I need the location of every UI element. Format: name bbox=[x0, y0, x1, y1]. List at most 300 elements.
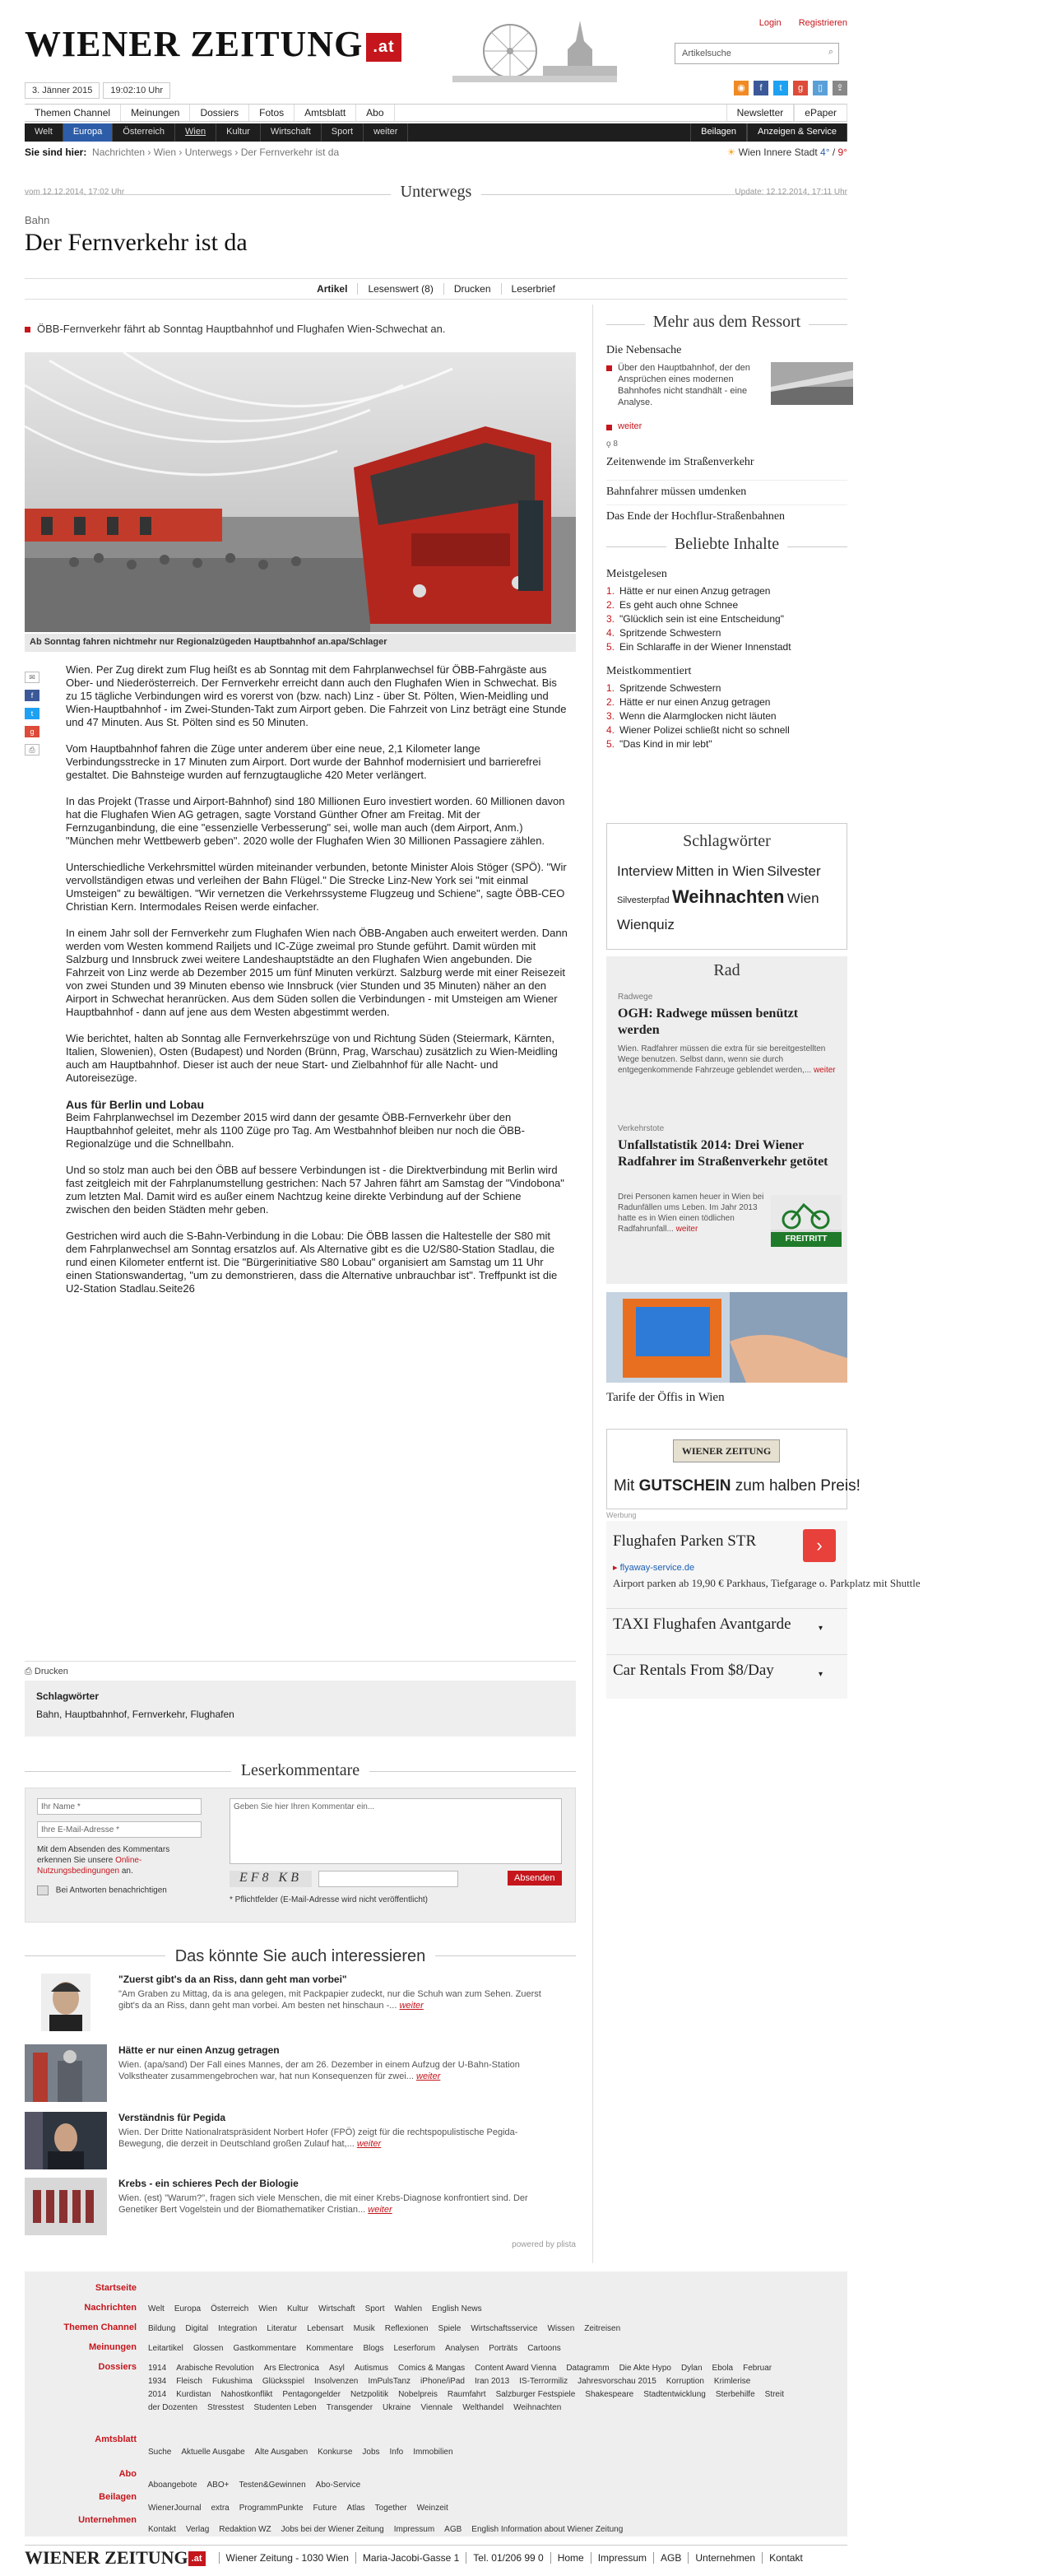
footer-heading[interactable]: Abo bbox=[118, 2469, 137, 2479]
footer-link[interactable]: IS-Terrormiliz bbox=[519, 2377, 568, 2386]
footer-link[interactable]: Streit der Dozenten bbox=[148, 2390, 784, 2412]
related-headline[interactable]: Krebs - ein schieres Pech der Biologie bbox=[118, 2178, 299, 2189]
rad-desc: Drei Personen kamen heuer in Wien bei Radunfällen ums Leben. Im Jahr 2013 hatte es in Wien einen tödlichen Radfahrunfall... weiter bbox=[618, 1193, 764, 1234]
bottom-link[interactable]: Home bbox=[550, 2552, 591, 2564]
footer-links bbox=[148, 2492, 847, 2515]
footer-link[interactable]: Sterbehilfe bbox=[715, 2390, 755, 2399]
facebook-icon[interactable]: f bbox=[25, 690, 39, 701]
footer-link[interactable]: Netzpolitik bbox=[350, 2390, 389, 2399]
footer-heading[interactable]: Dossiers bbox=[98, 2362, 137, 2372]
list-item[interactable]: 1. Hätte er nur einen Anzug getragen bbox=[606, 585, 771, 597]
section-link[interactable]: Das Ende der Hochflur-Straßenbahnen bbox=[606, 510, 786, 523]
footer-link[interactable]: Iran 2013 bbox=[474, 2377, 510, 2386]
list-item[interactable]: 3. "Glücklich sein ist eine Entscheidung" bbox=[606, 613, 784, 625]
required-note: * Pflichtfelder (E-Mail-Adresse wird nicht veröffentlicht) bbox=[230, 1895, 429, 1904]
rad-title: Rad bbox=[713, 961, 740, 979]
ad-arrow-button[interactable]: › bbox=[803, 1529, 836, 1562]
ad-desc: Airport parken ab 19,90 € Parkhaus, Tiefgarage o. Parkplatz mit Shuttle bbox=[613, 1577, 921, 1589]
footer-link[interactable]: Sport bbox=[364, 2304, 385, 2313]
tags-label: Schlagwörter bbox=[36, 1690, 100, 1702]
nav-europa[interactable]: Europa bbox=[63, 123, 113, 142]
footer-row bbox=[25, 2492, 847, 2515]
bullet-marker bbox=[606, 425, 612, 430]
footer-link[interactable]: Bildung bbox=[148, 2324, 176, 2333]
footer-link[interactable]: Weihnachten bbox=[513, 2403, 562, 2412]
terms-link[interactable]: Online-Nutzungsbedingungen bbox=[37, 1856, 142, 1876]
rad-box bbox=[606, 956, 847, 1284]
section-links bbox=[606, 456, 847, 530]
nav-beilagen[interactable]: Beilagen bbox=[690, 123, 747, 142]
footer-links bbox=[148, 2323, 847, 2336]
footer-link[interactable]: Future bbox=[313, 2504, 337, 2513]
footer-link[interactable]: Wirtschaft bbox=[318, 2304, 355, 2313]
footer-link[interactable]: Ars Electronica bbox=[263, 2364, 319, 2373]
footer-link[interactable]: Korruption bbox=[666, 2377, 704, 2386]
footer-link[interactable]: English Information about Wiener Zeitung bbox=[471, 2525, 624, 2534]
nav-wien[interactable]: Wien bbox=[175, 123, 216, 142]
rad-badge: FREITRITT bbox=[771, 1232, 842, 1247]
footer-link[interactable]: Insolvenzen bbox=[313, 2377, 359, 2386]
ad-url[interactable]: ▸ flyaway-service.de bbox=[613, 1563, 695, 1573]
nav-sport[interactable]: Sport bbox=[322, 123, 364, 142]
paragraph: Vom Hauptbahnhof fahren die Züge unter anderem über eine neue, 2,1 Kilometer lange Verbindungsstrecke in 17 Minuten zum Airport. Dort wurde der Bahnhof modernisiert und barrierefrei gestaltet. Die Bahnsteige wurden auf fernzugtaugliche 420 Meter verlängert. bbox=[66, 742, 541, 781]
footer-link[interactable]: Wahlen bbox=[394, 2304, 423, 2313]
print-icon: ⎙ bbox=[25, 1667, 32, 1676]
footer-link[interactable]: Wissen bbox=[547, 2324, 575, 2333]
nav-wirtschaft[interactable]: Wirtschaft bbox=[261, 123, 322, 142]
related-more-link[interactable]: weiter bbox=[356, 2139, 382, 2149]
footer-link[interactable]: Dylan bbox=[680, 2364, 703, 2373]
rad-kicker: Verkehrstote bbox=[618, 1124, 665, 1133]
footer-link[interactable]: Arabische Revolution bbox=[176, 2364, 254, 2373]
comment-form bbox=[25, 1788, 576, 1923]
social-icons bbox=[734, 81, 847, 95]
ad-item[interactable]: TAXI Flughafen Avantgarde ▾ bbox=[606, 1608, 847, 1653]
more-from-section-title: Mehr aus dem Ressort bbox=[606, 313, 847, 332]
print-icon[interactable]: ⎙ bbox=[25, 744, 39, 756]
date-time-bar bbox=[25, 82, 174, 99]
article-kicker: Bahn bbox=[25, 214, 50, 226]
plista-credit[interactable]: powered by plista bbox=[512, 2240, 576, 2249]
account-links bbox=[745, 18, 847, 28]
footer-link[interactable]: Comics & Mangas bbox=[398, 2364, 466, 2373]
bottom-link[interactable]: Impressum bbox=[591, 2552, 653, 2564]
list-item[interactable]: 4. Spritzende Schwestern bbox=[606, 627, 721, 639]
paragraph: Und so stolz man auch bei den ÖBB auf bessere Verbindungen ist - die Direktverbindung mit Berlin wird fast zeitgleich mit der Fahrplanumstellung gestrichen: Nach 57 Jahren fährt am Samstag der "Vindobona" zum letzten Mal. Damit wird es außer einem Nachtzug keine direkte Verbindung auf der Schiene zwischen den beiden Städten mehr geben. bbox=[66, 1164, 564, 1216]
search-input[interactable]: Artikelsuche ⌕ bbox=[675, 43, 839, 64]
footer-link[interactable]: Autismus bbox=[354, 2364, 389, 2373]
tag-link[interactable]: Mitten in Wien bbox=[675, 863, 765, 879]
footer-link[interactable]: Nahostkonflikt bbox=[220, 2390, 273, 2399]
search-icon[interactable]: ⌕ bbox=[828, 47, 833, 57]
tag-cloud-box bbox=[606, 823, 847, 950]
nav-abo[interactable]: Abo bbox=[356, 105, 394, 121]
weather-sun-icon: ☀ bbox=[726, 146, 736, 158]
rad-headline[interactable]: OGH: Radwege müssen benützt werden bbox=[618, 1007, 799, 1037]
googleplus-icon[interactable]: g bbox=[25, 726, 39, 737]
footer-links bbox=[148, 2342, 847, 2355]
footer bbox=[25, 2271, 847, 2536]
footer-link[interactable]: Immobilien bbox=[413, 2448, 453, 2457]
rad-desc: Wien. Radfahrer müssen die extra für sie bereitgestellten Wege benutzen. Selbst dann, wenn sie durch entgegenkommende Fahrzeuge geblendet werden,... weiter bbox=[618, 1044, 836, 1075]
rss-icon[interactable]: ◉ bbox=[734, 81, 749, 95]
footer-link[interactable]: AGB bbox=[444, 2525, 462, 2534]
checkbox-icon[interactable] bbox=[37, 1886, 49, 1895]
share-icon[interactable]: ⇪ bbox=[833, 81, 847, 95]
ad-item[interactable]: Car Rentals From $8/Day ▾ bbox=[606, 1654, 847, 1699]
section-link[interactable]: Bahnfahrer müssen umdenken bbox=[606, 481, 847, 505]
footer-link[interactable]: Pentagongelder bbox=[282, 2390, 341, 2399]
most-read-label: Meistgelesen bbox=[606, 568, 667, 580]
breadcrumb-path[interactable]: Nachrichten › Wien › Unterwegs › Der Fernverkehr ist da bbox=[92, 146, 340, 158]
related-item[interactable] bbox=[25, 1974, 576, 2033]
related-thumbnail bbox=[25, 2044, 107, 2102]
related-thumbnail bbox=[25, 2178, 107, 2235]
footer-links bbox=[148, 2362, 790, 2415]
related-more-link[interactable]: weiter bbox=[416, 2071, 441, 2081]
footer-link[interactable]: Lebensart bbox=[307, 2324, 344, 2333]
footer-link[interactable]: Fukushima bbox=[211, 2377, 253, 2386]
list-item[interactable]: 2. Es geht auch ohne Schnee bbox=[606, 599, 739, 611]
tags-list[interactable]: Bahn, Hauptbahnhof, Fernverkehr, Flughafen bbox=[36, 1709, 234, 1720]
footer-row bbox=[25, 2323, 847, 2336]
article-tags bbox=[25, 1681, 576, 1737]
related-item[interactable] bbox=[25, 2112, 576, 2171]
list-item[interactable]: 3. Wenn die Alarmglocken nicht läuten bbox=[606, 710, 777, 722]
footer-row bbox=[25, 2434, 847, 2459]
footer-link[interactable]: Ukraine bbox=[383, 2403, 411, 2412]
footer-link[interactable]: Digital bbox=[185, 2324, 209, 2333]
mobile-icon[interactable]: ▯ bbox=[813, 81, 828, 95]
footer-link[interactable]: Literatur bbox=[267, 2324, 298, 2333]
footer-link[interactable]: Kontakt bbox=[148, 2525, 176, 2534]
footer-row bbox=[25, 2283, 847, 2293]
footer-link[interactable]: Verlag bbox=[185, 2525, 210, 2534]
rad-thumbnail[interactable] bbox=[771, 1195, 842, 1244]
footer-row bbox=[25, 2342, 847, 2355]
footer-link[interactable]: Asyl bbox=[329, 2364, 345, 2373]
paragraph: Wie berichtet, halten ab Sonntag alle Fernverkehrszüge von und Richtung Süden (Steiermark, Kärnten, Italien, Slowenien), Osten (Budapest) und Norden (Brünn, Prag, Warschau) zusätzlich zu Wien-Meidling auch am Hauptbahnhof. Dieser ist auch der neue Start- und Zielbahnhof für alle Nacht- und Autoreisezüge. bbox=[66, 1032, 558, 1084]
right-column-separator bbox=[592, 305, 593, 2263]
article-update: Update: 12.12.2014, 17:11 Uhr bbox=[735, 188, 847, 197]
logo-suffix: .at bbox=[188, 2551, 206, 2566]
list-item[interactable]: 5. Ein Schlaraffe in der Wiener Innenstadt bbox=[606, 641, 791, 653]
footer-link[interactable]: Konkurse bbox=[318, 2448, 353, 2457]
weather-city: Wien Innere Stadt bbox=[738, 146, 818, 158]
comments-title: Leserkommentare bbox=[25, 1761, 576, 1780]
bottom-item: Tel. 01/206 99 0 bbox=[466, 2552, 550, 2564]
footer-link[interactable]: Glossen bbox=[193, 2344, 224, 2353]
feature-title[interactable]: Die Nebensache bbox=[606, 344, 682, 356]
tab-artikel[interactable]: Artikel bbox=[307, 283, 358, 295]
related-headline[interactable]: Verständnis für Pegida bbox=[118, 2112, 226, 2123]
footer-link[interactable]: extra bbox=[211, 2504, 230, 2513]
weather-widget[interactable]: ☀ Wien Innere Stadt 4° / 9° bbox=[726, 146, 847, 158]
footer-link[interactable]: Österreich bbox=[211, 2304, 249, 2313]
nav-amtsblatt[interactable]: Amtsblatt bbox=[295, 105, 356, 121]
footer-link[interactable]: Gastkommentare bbox=[233, 2344, 297, 2353]
feature-thumbnail[interactable] bbox=[771, 362, 853, 405]
nav-epaper[interactable]: ePaper bbox=[794, 105, 847, 121]
rad-kicker: Radwege bbox=[618, 993, 653, 1002]
footer-heading[interactable]: Nachrichten bbox=[84, 2303, 137, 2313]
footer-link[interactable]: Europa bbox=[174, 2304, 202, 2313]
footer-link[interactable]: Spiele bbox=[438, 2324, 462, 2333]
breadcrumb bbox=[25, 146, 847, 165]
nav-fotos[interactable]: Fotos bbox=[249, 105, 295, 121]
footer-row bbox=[25, 2515, 847, 2536]
paragraph: Gestrichen wird auch die S-Bahn-Verbindung in die Lobau: Die ÖBB lassen die Haltestelle der S80 mit dem Fahrplanwechsel am Sonntag ersatzlos auf. Als Alternative gibt es die U2/S80-Station Stadlau, die rund einen Kilometer entfernt ist. Die "Bürgerinitiative S80 Lobau" organisiert am Samstag um 11 Uhr einen Stationswandertag, "um zu demonstrieren, dass die Alternative unbrauchbar ist". Treffpunkt ist die U2-Station Stadlau.Seite26 bbox=[66, 1230, 558, 1295]
related-headline[interactable]: Hätte er nur einen Anzug getragen bbox=[118, 2044, 280, 2056]
bottom-link[interactable]: AGB bbox=[653, 2552, 688, 2564]
nav-newsletter[interactable]: Newsletter bbox=[726, 105, 795, 121]
footer-link[interactable]: Glücksspiel bbox=[262, 2377, 304, 2386]
list-item[interactable]: 1. Spritzende Schwestern bbox=[606, 682, 721, 694]
footer-link[interactable]: Stresstest bbox=[207, 2403, 244, 2412]
tab-leserbrief[interactable]: Leserbrief bbox=[511, 283, 555, 295]
footer-link[interactable]: Studenten Leben bbox=[253, 2403, 317, 2412]
promo-logo: WIENER ZEITUNG bbox=[673, 1439, 780, 1462]
related-item[interactable] bbox=[25, 2178, 576, 2237]
feature-desc: Über den Hauptbahnhof, der den Ansprüchen eines modernen Bahnhofes nicht standhält - eine Analyse. bbox=[606, 362, 763, 408]
footer-link[interactable]: Raumfahrt bbox=[447, 2390, 486, 2399]
email-field[interactable]: Ihre E-Mail-Adresse * bbox=[37, 1821, 202, 1838]
footer-link[interactable]: Redaktion WZ bbox=[219, 2525, 271, 2534]
tag-link[interactable]: Wien bbox=[786, 890, 819, 906]
footer-link[interactable]: ProgrammPunkte bbox=[239, 2504, 304, 2513]
list-item[interactable]: 4. Wiener Polizei schließt nicht so schnell bbox=[606, 724, 790, 736]
footer-heading[interactable]: Unternehmen bbox=[78, 2515, 137, 2525]
section-link[interactable]: Zeitenwende im Straßenverkehr bbox=[606, 456, 847, 481]
footer-link[interactable]: Stadtentwicklung bbox=[643, 2390, 706, 2399]
footer-link[interactable]: 1914 bbox=[148, 2364, 167, 2373]
footer-link[interactable]: Musik bbox=[353, 2324, 375, 2333]
footer-link[interactable]: Together bbox=[374, 2504, 407, 2513]
footer-link[interactable]: Wirtschaftsservice bbox=[471, 2324, 538, 2333]
paragraph: In einem Jahr soll der Fernverkehr zum Flughafen Wien nach ÖBB-Angaben auch erweitert werden. Dann werden vom Westen kommend Railjets und IC-Züge zweimal pro Stunde geführt. Damit würden mit Salzburg und Innsbruck zwei weitere Landeshauptstädte an den Flughafen Wien angebunden. Die Fahrzeit von Linz werde ab Dezember 2015 um fünf Minuten verkürzt. Salzburg werde mit einer Reisezeit von zwei Stunden und 39 Minuten ebenso wie Innsbruck (vier Stunden und 35 Minuten) näher an den Airport in Schwechat heranrücken. Aus dem Süden sollen die Verbindungen - mit Umsteigen am Wiener Hauptbahnhof - dann auf jene aus dem Westen abgestimmt werden. bbox=[66, 927, 568, 1018]
footer-link[interactable]: Krimlerise 2014 bbox=[148, 2377, 751, 2399]
footer-link[interactable]: ImPulsTanz bbox=[368, 2377, 411, 2386]
most-read-list bbox=[606, 584, 847, 654]
bullet-marker bbox=[25, 327, 30, 332]
footer-link[interactable]: Transgender bbox=[326, 2403, 373, 2412]
logo-suffix: .at bbox=[366, 33, 401, 62]
rad-more-link[interactable]: weiter bbox=[813, 1066, 836, 1075]
footer-link[interactable]: Info bbox=[389, 2448, 404, 2457]
footer-link[interactable]: Analysen bbox=[445, 2344, 480, 2353]
related-desc: Wien. Der Dritte Nationalratspräsident Norbert Hofer (FPÖ) zeigt für die rechtspopulistische Pegida-Bewegung, die derzeit in Deutschland großen Zulauf hat,... weiter bbox=[118, 2127, 518, 2149]
login-link[interactable]: Login bbox=[758, 18, 782, 28]
paragraph: Unterschiedliche Verkehrsmittel würden miteinander verbunden, betonte Minister Alois Stöger (SPÖ). "Wir vervollständigen etwas und verleihen der Bahn Flügel." Die Strecke Linz-New York sei "mit einmal Umsteigen" zu bewältigen. "Wir vernetzen die Verkehrssysteme Flugzeug und Schiene", sagte ÖBB-CEO Christian Kern. Intermodales Reisen werde einfacher. bbox=[66, 861, 567, 913]
footer-link[interactable]: Jahresvorschau 2015 bbox=[578, 2377, 656, 2386]
footer-links bbox=[148, 2434, 847, 2459]
nav-dossiers[interactable]: Dossiers bbox=[190, 105, 249, 121]
comment-textarea[interactable]: Geben Sie hier Ihren Kommentar ein... bbox=[230, 1798, 562, 1864]
article-date: vom 12.12.2014, 17:02 Uhr bbox=[25, 188, 125, 197]
paragraph: Wien. Per Zug direkt zum Flug heißt es ab Sonntag mit dem Fahrplanwechsel für ÖBB-Fahrgäste aus Ober- und Niederösterreich. Der Fernverkehr erreicht dann auch den Flughafen Wien in Schwechat. Bis zu 15 tägliche Verbindungen wird es vorerst von (bzw. nach) Linz - über St. Pölten, Wien-Meidling und Wien-Hauptbahnhof - im Zwei-Stunden-Takt zum Airport geben. Die Fahrzeit von Linz beträgt eine Stunde und 47 Minuten. Aus St. Pölten sind es 50 Minuten. bbox=[66, 663, 567, 728]
footer-link[interactable]: Nobelpreis bbox=[398, 2390, 438, 2399]
twitter-icon[interactable]: t bbox=[773, 81, 788, 95]
subheading: Aus für Berlin und Lobau bbox=[66, 1098, 204, 1111]
tag-link[interactable]: Silvester bbox=[767, 863, 821, 879]
footer-link[interactable]: Ebola bbox=[712, 2364, 734, 2373]
mail-icon[interactable]: ✉ bbox=[25, 672, 39, 683]
bottom-bar bbox=[25, 2545, 847, 2569]
footer-row bbox=[25, 2362, 847, 2415]
tag-cloud-title: Schlagwörter bbox=[683, 832, 771, 850]
footer-link[interactable]: Welthandel bbox=[462, 2403, 504, 2412]
footer-link[interactable]: Fleisch bbox=[176, 2377, 202, 2386]
current-time: 19:02:10 Uhr bbox=[103, 82, 170, 99]
footer-heading[interactable]: Startseite bbox=[95, 2283, 137, 2293]
list-item[interactable]: 5. "Das Kind in mir lebt" bbox=[606, 738, 712, 750]
captcha-image: EF8 KB bbox=[230, 1871, 312, 1887]
submit-button[interactable]: Absenden bbox=[508, 1871, 562, 1886]
footer-link[interactable]: Suche bbox=[148, 2448, 172, 2457]
footer-link[interactable]: Zeitreisen bbox=[584, 2324, 621, 2333]
ticket-title[interactable]: Tarife der Öffis in Wien bbox=[606, 1391, 725, 1404]
footer-heading[interactable]: Themen Channel bbox=[63, 2323, 137, 2332]
notify-checkbox[interactable]: Bei Antworten benachrichtigen bbox=[37, 1886, 167, 1895]
footer-link[interactable]: Viennale bbox=[420, 2403, 453, 2412]
footer-link[interactable]: Abo-Service bbox=[315, 2481, 361, 2490]
bottom-item: Wiener Zeitung - 1030 Wien bbox=[219, 2552, 355, 2564]
footer-link[interactable]: Impressum bbox=[393, 2525, 435, 2534]
related-desc: "Am Graben zu Mittag, da is ana gelegen, mit Packpapier zudeckt, nur die Schuh wan zum Sehen. Zuerst gibt's da an Riss, dann geht man vorbei. Am besten net hinschaun -... weiter bbox=[118, 1989, 541, 2011]
footer-link[interactable]: Alte Ausgaben bbox=[254, 2448, 308, 2457]
footer-link[interactable]: Kultur bbox=[287, 2304, 309, 2313]
footer-link[interactable]: Jobs bbox=[362, 2448, 380, 2457]
tag-link[interactable]: Interview bbox=[617, 863, 674, 879]
footer-link[interactable]: Leitartikel bbox=[148, 2344, 183, 2353]
footer-link[interactable]: Content Award Vienna bbox=[475, 2364, 557, 2373]
footer-heading[interactable]: Amtsblatt bbox=[95, 2434, 137, 2444]
footer-row bbox=[25, 2303, 847, 2316]
rad-more-link[interactable]: weiter bbox=[675, 1225, 698, 1234]
footer-link[interactable]: Wien bbox=[258, 2304, 277, 2313]
name-field[interactable]: Ihr Name * bbox=[37, 1798, 202, 1815]
ferris-wheel-illustration bbox=[452, 16, 617, 82]
footer-link[interactable]: WienerJournal bbox=[148, 2504, 202, 2513]
tag-link[interactable]: Silvesterpfad bbox=[617, 895, 670, 905]
most-commented-list bbox=[606, 681, 847, 751]
footer-heading[interactable]: Meinungen bbox=[88, 2342, 137, 2352]
article-lead: ÖBB-Fernverkehr fährt ab Sonntag Hauptbahnhof und Flughafen Wien-Schwechat an. bbox=[25, 323, 576, 335]
nav-welt[interactable]: Welt bbox=[25, 123, 63, 142]
tab-drucken[interactable]: Drucken bbox=[444, 283, 502, 295]
nav-weiter[interactable]: weiter bbox=[364, 123, 408, 142]
footer-link[interactable]: Februar 1934 bbox=[148, 2364, 772, 2386]
footer-link[interactable]: Aktuelle Ausgabe bbox=[181, 2448, 245, 2457]
article-tabs bbox=[25, 278, 847, 300]
footer-logo[interactable]: WIENER ZEITUNG .at bbox=[25, 2547, 206, 2569]
facebook-icon[interactable]: f bbox=[754, 81, 768, 95]
related-more-link[interactable]: weiter bbox=[399, 2001, 424, 2011]
footer-link[interactable]: Cartoons bbox=[527, 2344, 561, 2353]
feature-more-link[interactable]: weiter bbox=[606, 421, 642, 431]
footer-link[interactable]: Salzburger Festspiele bbox=[495, 2390, 576, 2399]
footer-link[interactable]: Porträts bbox=[489, 2344, 518, 2353]
related-item[interactable] bbox=[25, 2044, 576, 2104]
photo-caption: Ab Sonntag fahren nichtmehr nur Regionalzügeden Hauptbahnhof an.apa/Schlager bbox=[25, 634, 576, 652]
bottom-link[interactable]: Kontakt bbox=[762, 2552, 809, 2564]
footer-link[interactable]: Blogs bbox=[363, 2344, 384, 2353]
feature-count: ǫ 8 bbox=[606, 439, 618, 449]
section-navigation bbox=[25, 123, 847, 142]
related-more-link[interactable]: weiter bbox=[368, 2205, 392, 2215]
footer-link[interactable]: Kurdistan bbox=[176, 2390, 211, 2399]
section-title: Unterwegs bbox=[25, 183, 847, 202]
footer-link[interactable]: English News bbox=[432, 2304, 482, 2313]
footer-link[interactable]: Testen&Gewinnen bbox=[239, 2481, 306, 2490]
tab-lesenswert[interactable]: Lesenswert (8) bbox=[358, 283, 443, 295]
most-commented-label: Meistkommentiert bbox=[606, 665, 692, 677]
related-desc: Wien. (apa/sand) Der Fall eines Mannes, der am 26. Dezember in einem Aufzug der U-Bahn-Station Volkstheater zusammengebrochen war, hat nun Konsequenzen für zwei... weiter bbox=[118, 2060, 520, 2081]
footer-link[interactable]: ABO+ bbox=[206, 2481, 230, 2490]
footer-heading[interactable]: Beilagen bbox=[99, 2492, 137, 2502]
footer-link[interactable]: Jobs bei der Wiener Zeitung bbox=[281, 2525, 384, 2534]
promo-banner[interactable] bbox=[606, 1429, 860, 1509]
nav-anzeigen-service[interactable]: Anzeigen & Service bbox=[747, 123, 847, 142]
ad-title[interactable]: Flughafen Parken STR bbox=[613, 1532, 757, 1550]
paragraph: In das Projekt (Trasse und Airport-Bahnhof) sind 180 Millionen Euro investiert worden. 60 Millionen davon hat die Flughafen Wien AG getragen, sagte Vorstand Günther Ofner am Freitag. Mit der Fernzuganbindung, die eine "essenzielle Verbesserung" sei, wolle man auch (dem Airport, Anm.) "München mehr Wettbewerb geben". 2020 wolle der Flughafen Wien 30 Millionen Passagiere zählen. bbox=[66, 795, 565, 847]
footer-link[interactable]: iPhone/iPad bbox=[420, 2377, 465, 2386]
footer-row bbox=[25, 2469, 847, 2492]
footer-link[interactable]: Shakespeare bbox=[585, 2390, 634, 2399]
rad-headline[interactable]: Unfallstatistik 2014: Drei Wiener Radfahrer im Straßenverkehr getötet bbox=[618, 1138, 828, 1169]
nav-oesterreich[interactable]: Österreich bbox=[113, 123, 175, 142]
footer-link[interactable]: Reflexionen bbox=[384, 2324, 429, 2333]
nav-meinungen[interactable]: Meinungen bbox=[121, 105, 190, 121]
tag-link[interactable]: Wienquiz bbox=[617, 917, 675, 932]
captcha-input[interactable] bbox=[318, 1871, 458, 1887]
footer-link[interactable]: Leserforum bbox=[393, 2344, 436, 2353]
twitter-icon[interactable]: t bbox=[25, 708, 39, 719]
footer-link[interactable]: Aboangebote bbox=[148, 2481, 197, 2490]
related-title: Das könnte Sie auch interessieren bbox=[25, 1947, 576, 1966]
ad-favicon-icon: ▸ bbox=[613, 1563, 618, 1573]
popular-title: Beliebte Inhalte bbox=[606, 535, 847, 554]
footer-link[interactable]: Datagramm bbox=[566, 2364, 610, 2373]
tag-link[interactable]: Weihnachten bbox=[671, 886, 785, 907]
footer-link[interactable]: Die Akte Hypo bbox=[619, 2364, 671, 2373]
footer-links bbox=[148, 2303, 847, 2316]
bottom-link[interactable]: Unternehmen bbox=[688, 2552, 762, 2564]
chevron-down-icon: ▾ bbox=[818, 1624, 823, 1633]
nav-kultur[interactable]: Kultur bbox=[216, 123, 261, 142]
site-logo[interactable]: WIENER ZEITUNG .at bbox=[25, 23, 401, 65]
footer-link[interactable]: Kommentare bbox=[306, 2344, 354, 2353]
breadcrumb-label: Sie sind hier: bbox=[25, 146, 87, 158]
list-item[interactable]: 2. Hätte er nur einen Anzug getragen bbox=[606, 696, 771, 708]
footer-link[interactable]: Integration bbox=[218, 2324, 257, 2333]
related-headline[interactable]: "Zuerst gibt's da an Riss, dann geht man vorbei" bbox=[118, 1974, 347, 1985]
share-column bbox=[25, 672, 43, 762]
current-date: 3. Jänner 2015 bbox=[25, 82, 100, 99]
footer-link[interactable]: Welt bbox=[148, 2304, 165, 2313]
ticket-machine-image[interactable] bbox=[606, 1292, 847, 1383]
bottom-item: Maria-Jacobi-Gasse 1 bbox=[355, 2552, 466, 2564]
nav-themen-channel[interactable]: Themen Channel bbox=[25, 105, 121, 121]
googleplus-icon[interactable]: g bbox=[793, 81, 808, 95]
chevron-down-icon: ▾ bbox=[818, 1670, 823, 1679]
ad-label: Werbung bbox=[606, 1511, 637, 1519]
footer-link[interactable]: Weinzeit bbox=[416, 2504, 448, 2513]
paragraph: Beim Fahrplanwechsel im Dezember 2015 wird dann der gesamte ÖBB-Fernverkehr über den Hauptbahnhof geleitet, mehr als 1100 Züge pro Tag. Am Westbahnhof bleiben nur noch die ÖBB-Regionalzüge und die Schnellbahn. bbox=[66, 1111, 525, 1150]
footer-link[interactable]: Atlas bbox=[346, 2504, 365, 2513]
print-link[interactable]: ⎙ Drucken bbox=[25, 1661, 576, 1677]
register-link[interactable]: Registrieren bbox=[798, 18, 847, 28]
